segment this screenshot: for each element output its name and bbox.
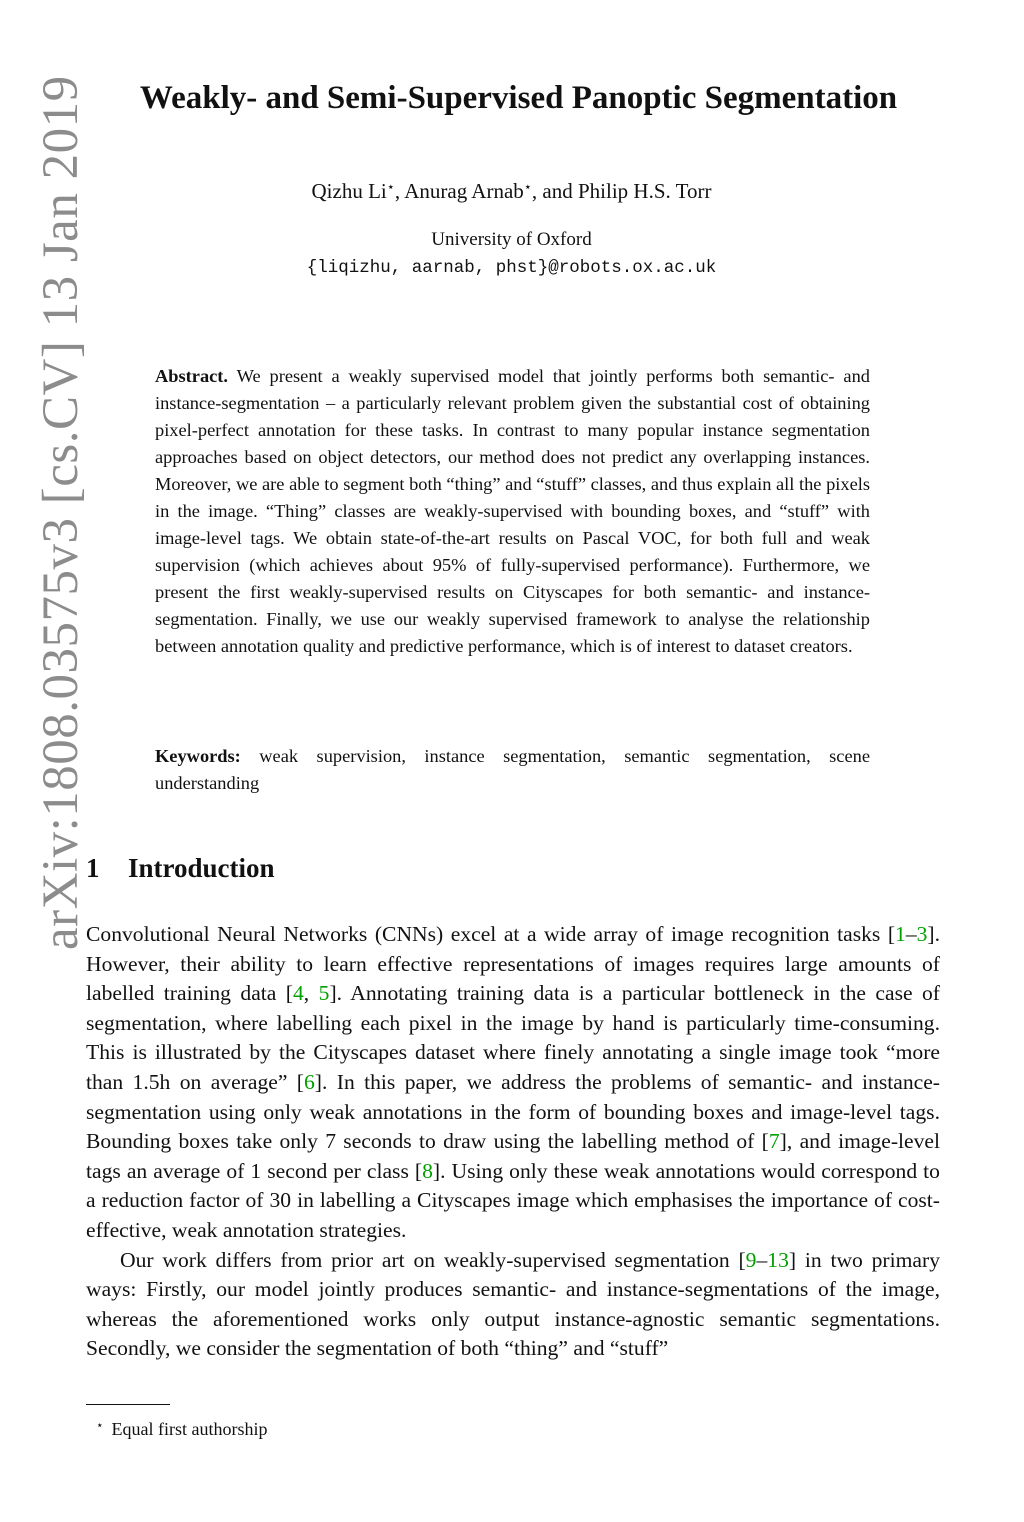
section-number: 1 [86,853,100,883]
section-title: Introduction [128,853,275,883]
institution: University of Oxford [431,229,592,250]
citation-link[interactable]: 5 [318,981,330,1006]
intro-text: ]. Using only these weak annotations would correspond to a reduction factor of 30 in labelling a Cityscapes image which emphasises the importance of cost-effective, weak annotation strategies. [86,1158,940,1242]
author-emails: {liqizhu, aarnab, phst}@robots.ox.ac.uk [306,258,717,278]
author-name: , and Philip H.S. Torr [531,179,712,203]
intro-text: – [756,1247,768,1272]
intro-text: – [905,922,917,946]
intro-paragraph-1 [86,920,940,1246]
introduction-body [86,920,940,1364]
intro-text: ]. Annotating training data is a particular bottleneck in the case of segmentation, where labelling each pixel in the image by hand is particularly time-consuming. This is illustrated by the Cityscapes dataset where finely annotating a single image took “more than 1.5h on average” [ [86,981,940,1094]
footnote-divider [86,1404,170,1405]
paper-title: Weakly- and Semi-Supervised Panoptic Segmentation [139,80,898,116]
author-name: Qizhu Li [311,179,387,203]
footnote-text: Equal first authorship [111,1419,268,1439]
citation-link[interactable]: 4 [293,981,304,1006]
keywords-text: weak supervision, instance segmentation, semantic segmentation, scene understanding [155,746,870,793]
keywords [155,743,870,797]
intro-paragraph-2 [86,1246,940,1364]
author-list [86,172,937,206]
equal-contribution-mark: ⋆ [386,179,395,194]
abstract [155,363,870,660]
footnote [96,1412,268,1442]
affiliation-block [86,226,937,282]
citation-link[interactable]: 9 [745,1247,757,1272]
intro-text: ]. In this paper, we address the problems of semantic- and instance-segmentation using only weak annotations in the form of bounding boxes and image-level tags. Bounding boxes take only 7 seconds to draw using the labelling method of [ [86,1069,940,1154]
keywords-label: Keywords: [155,746,241,766]
citation-link[interactable]: 1 [895,922,906,946]
arxiv-identifier-stamp: arXiv:1808.03575v3 [cs.CV] 13 Jan 2019 [33,75,89,950]
intro-text: ], and image-level tags an average of 1 second per class [ [86,1129,940,1183]
section-heading [86,850,275,886]
intro-text: ] in two primary ways: Firstly, our model jointly produces semantic- and instance-segmentations of the image, whereas the aforementioned works only output instance-agnostic semantic segmentations. Secondly, we consider the segmentation of both “thing” and “stuff” [86,1247,940,1361]
equal-contribution-mark: ⋆ [523,179,532,194]
intro-text: Our work differs from prior art on weakly-supervised segmentation [ [120,1247,746,1272]
intro-text: ]. However, their ability to learn effective representations of images requires large amounts of labelled training data [ [86,922,940,1006]
intro-text: Convolutional Neural Networks (CNNs) excel at a wide array of image recognition tasks [ [86,922,896,946]
footnote-mark: ⋆ [96,1418,104,1432]
citation-link[interactable]: 13 [767,1247,789,1272]
citation-link[interactable]: 7 [768,1129,780,1154]
abstract-label: Abstract. [155,366,229,386]
intro-text: , [303,981,319,1006]
citation-link[interactable]: 8 [422,1158,433,1183]
citation-link[interactable]: 3 [916,922,928,946]
abstract-text: We present a weakly supervised model that jointly performs both semantic- and instance-segmentation – a particularly relevant problem given the substantial cost of obtaining pixel-perfect annotation for these tasks. In contrast to many popular instance segmentation approaches based on object detectors, our method does not predict any overlapping instances. Moreover, we are able to segment both “thing” and “stuff” classes, and thus explain all the pixels in the image. “Thing” classes are weakly-supervised with bounding boxes, and “stuff” with image-level tags. We obtain state-of-the-art results on Pascal VOC, for both full and weak supervision (which achieves about 95% of fully-supervised performance). Furthermore, we present the first weakly-supervised results on Cityscapes for both semantic- and instance-segmentation. Finally, we use our weakly supervised framework to analyse the relationship between annotation quality and predictive performance, which is of interest to dataset creators. [155,366,870,656]
author-name: , Anurag Arnab [394,179,524,203]
citation-link[interactable]: 6 [304,1069,315,1094]
